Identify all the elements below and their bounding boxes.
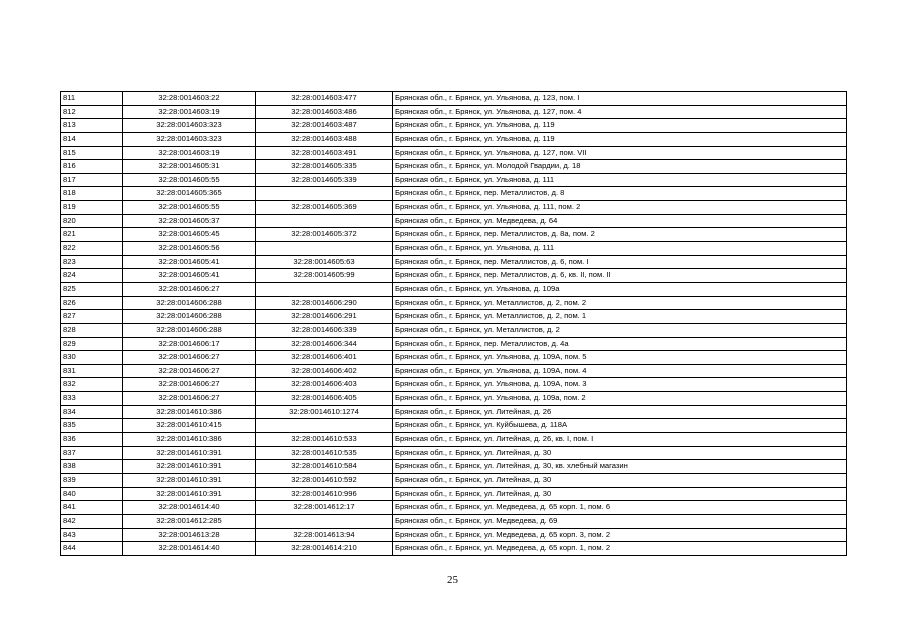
- land-cadastral-number-cell: 32:28:0014610:391: [123, 460, 256, 474]
- table-row: [61, 201, 847, 215]
- object-cadastral-number-cell: 32:28:0014613:94: [256, 528, 393, 542]
- object-cadastral-number-cell: 32:28:0014610:592: [256, 473, 393, 487]
- table-row: [61, 323, 847, 337]
- table-row: [61, 460, 847, 474]
- land-cadastral-number-cell: 32:28:0014610:391: [123, 487, 256, 501]
- land-cadastral-number-cell: 32:28:0014606:17: [123, 337, 256, 351]
- address-cell: Брянская обл., г. Брянск, ул. Куйбышева, д. 118А: [393, 419, 847, 433]
- row-number-cell: 844: [61, 542, 123, 556]
- property-register-table: [60, 91, 847, 556]
- object-cadastral-number-cell: 32:28:0014606:344: [256, 337, 393, 351]
- row-number-cell: 834: [61, 405, 123, 419]
- address-cell: Брянская обл., г. Брянск, ул. Литейная, д. 30: [393, 446, 847, 460]
- table-row: [61, 228, 847, 242]
- table-row: [61, 310, 847, 324]
- object-cadastral-number-cell: 32:28:0014605:99: [256, 269, 393, 283]
- land-cadastral-number-cell: 32:28:0014610:391: [123, 473, 256, 487]
- object-cadastral-number-cell: [256, 242, 393, 256]
- address-cell: Брянская обл., г. Брянск, ул. Ульянова, д. 109а, пом. 2: [393, 392, 847, 406]
- object-cadastral-number-cell: 32:28:0014605:63: [256, 255, 393, 269]
- object-cadastral-number-cell: 32:28:0014606:339: [256, 323, 393, 337]
- row-number-cell: 833: [61, 392, 123, 406]
- table-row: [61, 146, 847, 160]
- object-cadastral-number-cell: [256, 214, 393, 228]
- object-cadastral-number-cell: 32:28:0014603:477: [256, 92, 393, 106]
- land-cadastral-number-cell: 32:28:0014605:45: [123, 228, 256, 242]
- object-cadastral-number-cell: 32:28:0014606:405: [256, 392, 393, 406]
- row-number-cell: 815: [61, 146, 123, 160]
- table-row: [61, 542, 847, 556]
- object-cadastral-number-cell: 32:28:0014610:535: [256, 446, 393, 460]
- row-number-cell: 826: [61, 296, 123, 310]
- land-cadastral-number-cell: 32:28:0014610:391: [123, 446, 256, 460]
- table-row: [61, 92, 847, 106]
- row-number-cell: 818: [61, 187, 123, 201]
- table-row: [61, 405, 847, 419]
- row-number-cell: 825: [61, 282, 123, 296]
- row-number-cell: 816: [61, 160, 123, 174]
- address-cell: Брянская обл., г. Брянск, пер. Металлистов, д. 6, кв. II, пом. II: [393, 269, 847, 283]
- land-cadastral-number-cell: 32:28:0014606:27: [123, 378, 256, 392]
- land-cadastral-number-cell: 32:28:0014603:22: [123, 92, 256, 106]
- address-cell: Брянская обл., г. Брянск, ул. Литейная, д. 30: [393, 487, 847, 501]
- land-cadastral-number-cell: 32:28:0014614:40: [123, 501, 256, 515]
- object-cadastral-number-cell: 32:28:0014612:17: [256, 501, 393, 515]
- land-cadastral-number-cell: 32:28:0014605:31: [123, 160, 256, 174]
- address-cell: Брянская обл., г. Брянск, ул. Металлистов, д. 2, пом. 1: [393, 310, 847, 324]
- table-row: [61, 514, 847, 528]
- land-cadastral-number-cell: 32:28:0014606:27: [123, 282, 256, 296]
- address-cell: Брянская обл., г. Брянск, пер. Металлистов, д. 8а, пом. 2: [393, 228, 847, 242]
- row-number-cell: 831: [61, 364, 123, 378]
- land-cadastral-number-cell: 32:28:0014610:415: [123, 419, 256, 433]
- land-cadastral-number-cell: 32:28:0014605:55: [123, 201, 256, 215]
- address-cell: Брянская обл., г. Брянск, пер. Металлистов, д. 6, пом. I: [393, 255, 847, 269]
- row-number-cell: 842: [61, 514, 123, 528]
- row-number-cell: 822: [61, 242, 123, 256]
- land-cadastral-number-cell: 32:28:0014603:19: [123, 105, 256, 119]
- row-number-cell: 836: [61, 433, 123, 447]
- land-cadastral-number-cell: 32:28:0014605:41: [123, 255, 256, 269]
- row-number-cell: 820: [61, 214, 123, 228]
- table-row: [61, 296, 847, 310]
- address-cell: Брянская обл., г. Брянск, ул. Молодой Гвардии, д. 18: [393, 160, 847, 174]
- table-row: [61, 282, 847, 296]
- table-row: [61, 528, 847, 542]
- table-row: [61, 187, 847, 201]
- address-cell: Брянская обл., г. Брянск, ул. Ульянова, д. 109А, пом. 5: [393, 351, 847, 365]
- table-row: [61, 378, 847, 392]
- table-row: [61, 119, 847, 133]
- table-row: [61, 487, 847, 501]
- address-cell: Брянская обл., г. Брянск, ул. Ульянова, д. 119: [393, 119, 847, 133]
- land-cadastral-number-cell: 32:28:0014606:288: [123, 296, 256, 310]
- address-cell: Брянская обл., г. Брянск, пер. Металлистов, д. 8: [393, 187, 847, 201]
- object-cadastral-number-cell: [256, 187, 393, 201]
- object-cadastral-number-cell: [256, 419, 393, 433]
- address-cell: Брянская обл., г. Брянск, ул. Металлистов, д. 2: [393, 323, 847, 337]
- page-number: 25: [447, 574, 458, 586]
- row-number-cell: 821: [61, 228, 123, 242]
- land-cadastral-number-cell: 32:28:0014606:27: [123, 364, 256, 378]
- table-row: [61, 392, 847, 406]
- row-number-cell: 835: [61, 419, 123, 433]
- object-cadastral-number-cell: 32:28:0014603:486: [256, 105, 393, 119]
- address-cell: Брянская обл., г. Брянск, ул. Ульянова, д. 111: [393, 173, 847, 187]
- object-cadastral-number-cell: 32:28:0014605:339: [256, 173, 393, 187]
- row-number-cell: 817: [61, 173, 123, 187]
- object-cadastral-number-cell: 32:28:0014603:487: [256, 119, 393, 133]
- address-cell: Брянская обл., г. Брянск, ул. Медведева, д. 64: [393, 214, 847, 228]
- row-number-cell: 839: [61, 473, 123, 487]
- land-cadastral-number-cell: 32:28:0014613:28: [123, 528, 256, 542]
- address-cell: Брянская обл., г. Брянск, ул. Ульянова, д. 109а: [393, 282, 847, 296]
- object-cadastral-number-cell: [256, 514, 393, 528]
- table-row: [61, 255, 847, 269]
- table-row: [61, 173, 847, 187]
- address-cell: Брянская обл., г. Брянск, ул. Ульянова, д. 119: [393, 132, 847, 146]
- row-number-cell: 812: [61, 105, 123, 119]
- table-row: [61, 337, 847, 351]
- row-number-cell: 832: [61, 378, 123, 392]
- object-cadastral-number-cell: 32:28:0014610:996: [256, 487, 393, 501]
- object-cadastral-number-cell: [256, 282, 393, 296]
- land-cadastral-number-cell: 32:28:0014614:40: [123, 542, 256, 556]
- address-cell: Брянская обл., г. Брянск, пер. Металлистов, д. 4а: [393, 337, 847, 351]
- row-number-cell: 824: [61, 269, 123, 283]
- object-cadastral-number-cell: 32:28:0014603:491: [256, 146, 393, 160]
- object-cadastral-number-cell: 32:28:0014606:402: [256, 364, 393, 378]
- address-cell: Брянская обл., г. Брянск, ул. Литейная, д. 26, кв. I, пом. I: [393, 433, 847, 447]
- row-number-cell: 829: [61, 337, 123, 351]
- object-cadastral-number-cell: 32:28:0014606:291: [256, 310, 393, 324]
- row-number-cell: 819: [61, 201, 123, 215]
- address-cell: Брянская обл., г. Брянск, ул. Ульянова, д. 111: [393, 242, 847, 256]
- address-cell: Брянская обл., г. Брянск, ул. Ульянова, д. 127, пом. 4: [393, 105, 847, 119]
- table-row: [61, 501, 847, 515]
- object-cadastral-number-cell: 32:28:0014610:533: [256, 433, 393, 447]
- address-cell: Брянская обл., г. Брянск, ул. Ульянова, д. 109А, пом. 4: [393, 364, 847, 378]
- row-number-cell: 813: [61, 119, 123, 133]
- address-cell: Брянская обл., г. Брянск, ул. Металлистов, д. 2, пом. 2: [393, 296, 847, 310]
- address-cell: Брянская обл., г. Брянск, ул. Медведева, д. 65 корп. 1, пом. 2: [393, 542, 847, 556]
- land-cadastral-number-cell: 32:28:0014603:19: [123, 146, 256, 160]
- table-row: [61, 446, 847, 460]
- object-cadastral-number-cell: 32:28:0014606:401: [256, 351, 393, 365]
- land-cadastral-number-cell: 32:28:0014605:37: [123, 214, 256, 228]
- object-cadastral-number-cell: 32:28:0014605:335: [256, 160, 393, 174]
- table-row: [61, 419, 847, 433]
- object-cadastral-number-cell: 32:28:0014605:369: [256, 201, 393, 215]
- row-number-cell: 838: [61, 460, 123, 474]
- row-number-cell: 814: [61, 132, 123, 146]
- address-cell: Брянская обл., г. Брянск, ул. Литейная, д. 26: [393, 405, 847, 419]
- land-cadastral-number-cell: 32:28:0014606:27: [123, 392, 256, 406]
- object-cadastral-number-cell: 32:28:0014610:584: [256, 460, 393, 474]
- land-cadastral-number-cell: 32:28:0014603:323: [123, 119, 256, 133]
- object-cadastral-number-cell: 32:28:0014606:290: [256, 296, 393, 310]
- address-cell: Брянская обл., г. Брянск, ул. Ульянова, д. 127, пом. VII: [393, 146, 847, 160]
- object-cadastral-number-cell: 32:28:0014605:372: [256, 228, 393, 242]
- row-number-cell: 827: [61, 310, 123, 324]
- table-row: [61, 473, 847, 487]
- address-cell: Брянская обл., г. Брянск, ул. Ульянова, д. 111, пом. 2: [393, 201, 847, 215]
- land-cadastral-number-cell: 32:28:0014605:41: [123, 269, 256, 283]
- land-cadastral-number-cell: 32:28:0014603:323: [123, 132, 256, 146]
- table-row: [61, 132, 847, 146]
- object-cadastral-number-cell: 32:28:0014606:403: [256, 378, 393, 392]
- register-table-body: [61, 92, 847, 556]
- object-cadastral-number-cell: 32:28:0014603:488: [256, 132, 393, 146]
- land-cadastral-number-cell: 32:28:0014610:386: [123, 433, 256, 447]
- row-number-cell: 830: [61, 351, 123, 365]
- row-number-cell: 840: [61, 487, 123, 501]
- table-row: [61, 351, 847, 365]
- row-number-cell: 823: [61, 255, 123, 269]
- table-row: [61, 269, 847, 283]
- land-cadastral-number-cell: 32:28:0014606:288: [123, 323, 256, 337]
- land-cadastral-number-cell: 32:28:0014606:288: [123, 310, 256, 324]
- land-cadastral-number-cell: 32:28:0014606:27: [123, 351, 256, 365]
- row-number-cell: 841: [61, 501, 123, 515]
- land-cadastral-number-cell: 32:28:0014610:386: [123, 405, 256, 419]
- row-number-cell: 811: [61, 92, 123, 106]
- land-cadastral-number-cell: 32:28:0014605:56: [123, 242, 256, 256]
- table-row: [61, 433, 847, 447]
- address-cell: Брянская обл., г. Брянск, ул. Литейная, д. 30, кв. хлебный магазин: [393, 460, 847, 474]
- object-cadastral-number-cell: 32:28:0014614:210: [256, 542, 393, 556]
- row-number-cell: 843: [61, 528, 123, 542]
- land-cadastral-number-cell: 32:28:0014605:365: [123, 187, 256, 201]
- address-cell: Брянская обл., г. Брянск, ул. Ульянова, д. 109А, пом. 3: [393, 378, 847, 392]
- address-cell: Брянская обл., г. Брянск, ул. Медведева, д. 69: [393, 514, 847, 528]
- object-cadastral-number-cell: 32:28:0014610:1274: [256, 405, 393, 419]
- row-number-cell: 837: [61, 446, 123, 460]
- address-cell: Брянская обл., г. Брянск, ул. Литейная, д. 30: [393, 473, 847, 487]
- row-number-cell: 828: [61, 323, 123, 337]
- land-cadastral-number-cell: 32:28:0014612:285: [123, 514, 256, 528]
- table-row: [61, 105, 847, 119]
- address-cell: Брянская обл., г. Брянск, ул. Медведева, д. 65 корп. 3, пом. 2: [393, 528, 847, 542]
- table-row: [61, 160, 847, 174]
- address-cell: Брянская обл., г. Брянск, ул. Медведева, д. 65 корп. 1, пом. 6: [393, 501, 847, 515]
- table-row: [61, 242, 847, 256]
- table-row: [61, 364, 847, 378]
- land-cadastral-number-cell: 32:28:0014605:55: [123, 173, 256, 187]
- table-row: [61, 214, 847, 228]
- address-cell: Брянская обл., г. Брянск, ул. Ульянова, д. 123, пом. I: [393, 92, 847, 106]
